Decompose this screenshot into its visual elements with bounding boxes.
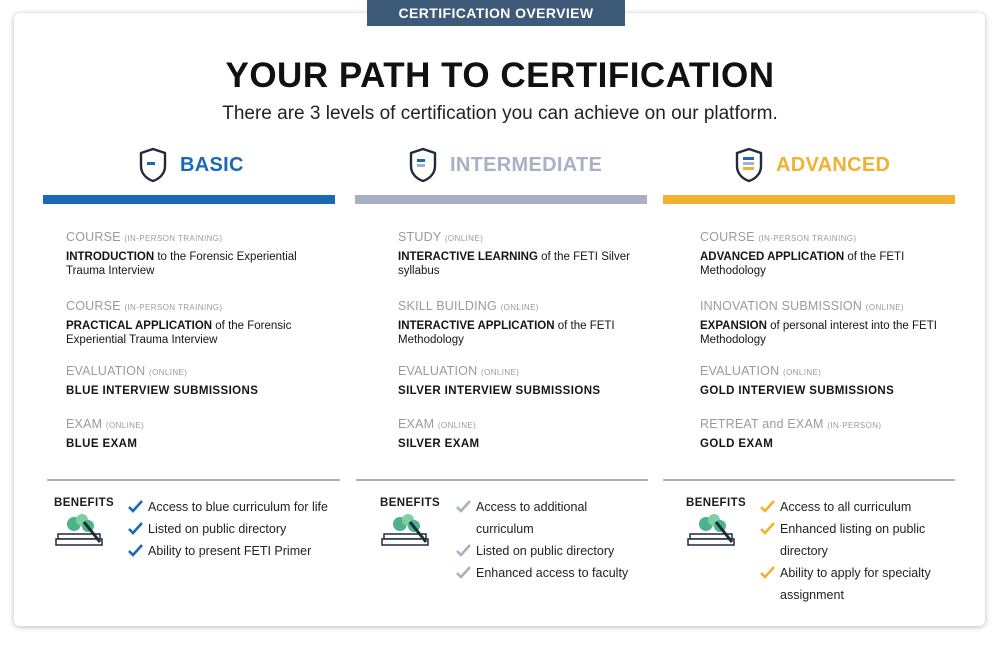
- level-bar: [663, 195, 955, 204]
- requirement-item: STUDY (ONLINE) INTERACTIVE LEARNING of the FETI Silver syllabus: [398, 230, 630, 277]
- books-pencil-icon: [54, 512, 108, 548]
- benefit-item: Listed on public directory: [128, 518, 328, 540]
- requirement-item: EVALUATION (ONLINE) SILVER INTERVIEW SUBMISSIONS: [398, 364, 601, 397]
- section-tab: CERTIFICATION OVERVIEW: [367, 0, 625, 26]
- requirement-item: EVALUATION (ONLINE) BLUE INTERVIEW SUBMISSIONS: [66, 364, 259, 397]
- requirement-item: INNOVATION SUBMISSION (ONLINE) EXPANSION of personal interest into the FETI Methodology: [700, 299, 937, 346]
- benefits-label: BENEFITS: [380, 497, 441, 509]
- page-title: YOUR PATH TO CERTIFICATION: [225, 56, 775, 95]
- requirement-item: EVALUATION (ONLINE) GOLD INTERVIEW SUBMISSIONS: [700, 364, 895, 397]
- requirement-item: EXAM (ONLINE) BLUE EXAM: [66, 417, 145, 450]
- level-name: INTERMEDIATE: [450, 153, 603, 176]
- check-icon: [456, 500, 471, 513]
- benefit-item: Ability to present FETI Primer: [128, 540, 328, 562]
- benefit-item: Listed on public directory: [456, 540, 641, 562]
- shield-icon: [138, 147, 168, 183]
- check-icon: [760, 566, 775, 579]
- benefits-label: BENEFITS: [686, 497, 747, 509]
- benefits-list: [456, 496, 641, 584]
- divider: [663, 479, 955, 481]
- requirement-item: COURSE (IN-PERSON TRAINING) INTRODUCTION to the Forensic Experiential Trauma Interview: [66, 230, 297, 277]
- benefit-item: Access to blue curriculum for life: [128, 496, 328, 518]
- benefit-item: Access to all curriculum: [760, 496, 950, 518]
- page-subtitle: There are 3 levels of certification you can achieve on our platform.: [222, 103, 778, 124]
- benefit-item: Ability to apply for specialty assignment: [760, 562, 950, 606]
- level-header-basic: [138, 145, 244, 185]
- level-name: BASIC: [180, 153, 244, 176]
- requirement-item: COURSE (IN-PERSON TRAINING) ADVANCED APPLICATION of the FETI Methodology: [700, 230, 905, 277]
- shield-icon: [408, 147, 438, 183]
- books-pencil-icon: [380, 512, 434, 548]
- divider: [47, 479, 340, 481]
- shield-icon: [734, 147, 764, 183]
- books-pencil-icon: [686, 512, 740, 548]
- level-bar: [43, 195, 335, 204]
- check-icon: [128, 522, 143, 535]
- level-bar: [355, 195, 647, 204]
- benefit-item: Access to additional curriculum: [456, 496, 641, 540]
- check-icon: [760, 522, 775, 535]
- check-icon: [128, 500, 143, 513]
- requirement-item: RETREAT and EXAM (IN-PERSON) GOLD EXAM: [700, 417, 882, 450]
- divider: [356, 479, 648, 481]
- level-header-intermediate: [408, 145, 602, 185]
- check-icon: [760, 500, 775, 513]
- requirement-item: COURSE (IN-PERSON TRAINING) PRACTICAL APPLICATION of the Forensic Experiential Trauma Interview: [66, 299, 292, 346]
- benefits-list: [760, 496, 950, 606]
- level-header-advanced: [734, 145, 890, 185]
- check-icon: [456, 544, 471, 557]
- benefits-label: BENEFITS: [54, 497, 115, 509]
- level-name: ADVANCED: [776, 153, 891, 176]
- check-icon: [128, 544, 143, 557]
- benefits-list: [128, 496, 328, 562]
- requirement-item: SKILL BUILDING (ONLINE) INTERACTIVE APPLICATION of the FETI Methodology: [398, 299, 615, 346]
- requirement-item: EXAM (ONLINE) SILVER EXAM: [398, 417, 480, 450]
- check-icon: [456, 566, 471, 579]
- benefit-item: Enhanced listing on public directory: [760, 518, 950, 562]
- benefit-item: Enhanced access to faculty: [456, 562, 641, 584]
